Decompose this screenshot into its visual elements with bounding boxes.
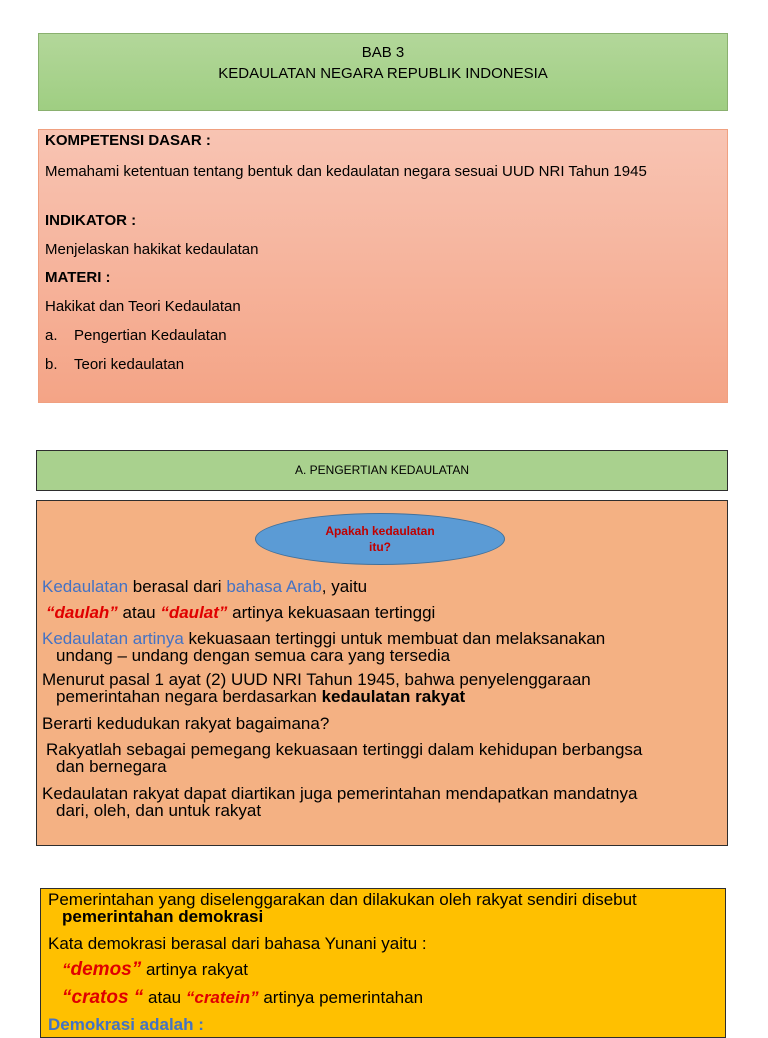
question-bubble — [255, 513, 505, 565]
term-cratos: “cratos “ — [62, 987, 144, 1008]
list-marker: b. — [45, 356, 58, 373]
indikator-text: Menjelaskan hakikat kedaulatan — [45, 241, 259, 258]
paragraph-mandat — [42, 785, 717, 819]
kd-text: Memahami ketentuan tentang bentuk dan kedaulatan negara sesuai UUD NRI Tahun 1945 — [45, 163, 647, 180]
paragraph-rakyat — [46, 741, 717, 775]
paragraph-daulah — [46, 604, 717, 621]
term-pemerintahan-demokrasi: pemerintahan demokrasi — [62, 907, 264, 926]
section-title: A. PENGERTIAN KEDAULATAN — [36, 450, 728, 491]
chapter-number: BAB 3 — [361, 44, 405, 61]
term-kedaulatan-artinya: Kedaulatan artinya — [42, 629, 184, 648]
text-span: atau — [117, 603, 161, 622]
chapter-header — [38, 33, 728, 111]
text-span: berasal dari — [128, 577, 227, 596]
text-span: Menurut pasal 1 ayat (2) UUD NRI Tahun 1945, bahwa penyelenggaraan — [42, 670, 591, 689]
indikator-label: INDIKATOR : — [45, 212, 137, 229]
paragraph-definition — [42, 630, 717, 664]
paragraph-demokrasi-def — [48, 891, 719, 925]
pengertian-box — [36, 500, 728, 846]
text-span: artinya rakyat — [141, 960, 249, 979]
term-bahasa-arab: bahasa Arab — [226, 577, 322, 596]
text-span: Kedaulatan rakyat dapat diartikan juga pemerintahan mendapatkan mandatnya — [42, 784, 638, 803]
term-daulah: “daulah” — [46, 603, 118, 622]
text-span: pemerintahan negara berdasarkan — [56, 687, 322, 706]
text-span: Pemerintahan yang diselenggarakan dan dilakukan oleh rakyat sendiri disebut — [48, 890, 637, 909]
materi-item-b — [45, 356, 719, 374]
list-marker: a. — [45, 327, 58, 344]
paragraph-origin — [42, 578, 717, 595]
paragraph-pasal — [42, 671, 717, 705]
term-demos: demos” — [70, 959, 142, 980]
materi-text: Hakikat dan Teori Kedaulatan — [45, 298, 241, 315]
demokrasi-box — [40, 888, 726, 1038]
materi-item-a — [45, 327, 719, 345]
term-kedaulatan: Kedaulatan — [42, 577, 129, 596]
paragraph-question: Berarti kedudukan rakyat bagaimana? — [42, 714, 330, 733]
text-span: dari, oleh, dan untuk rakyat — [56, 801, 262, 820]
text-span: kekuasaan tertinggi untuk membuat dan melaksanakan — [183, 629, 606, 648]
materi-label: MATERI : — [45, 269, 111, 286]
text-span: “ — [62, 960, 71, 979]
text-span: , yaitu — [321, 577, 368, 596]
text-span: artinya pemerintahan — [258, 988, 424, 1007]
kd-label: KOMPETENSI DASAR : — [45, 132, 211, 149]
paragraph-cratos — [62, 989, 719, 1006]
question-text: Apakah kedaulatan itu? — [325, 524, 435, 554]
text-span: artinya kekuasaan tertinggi — [227, 603, 436, 622]
text-span: undang – undang dengan semua cara yang tersedia — [56, 646, 451, 665]
paragraph-demos — [62, 961, 719, 978]
text-span: dan bernegara — [56, 757, 167, 776]
text-span: atau — [143, 988, 186, 1007]
kompetensi-box — [38, 129, 728, 403]
term-daulat: “daulat” — [160, 603, 228, 622]
paragraph-yunani: Kata demokrasi berasal dari bahasa Yunani yaitu : — [48, 934, 427, 953]
list-item-text: Teori kedaulatan — [74, 356, 185, 373]
text-span: Rakyatlah sebagai pemegang kekuasaan tertinggi dalam kehidupan berbangsa — [46, 740, 643, 759]
chapter-title: KEDAULATAN NEGARA REPUBLIK INDONESIA — [218, 65, 548, 82]
term-cratein: “cratein” — [185, 988, 259, 1007]
term-kedaulatan-rakyat: kedaulatan rakyat — [321, 687, 466, 706]
list-item-text: Pengertian Kedaulatan — [74, 327, 227, 344]
paragraph-demokrasi-adalah: Demokrasi adalah : — [48, 1015, 204, 1034]
